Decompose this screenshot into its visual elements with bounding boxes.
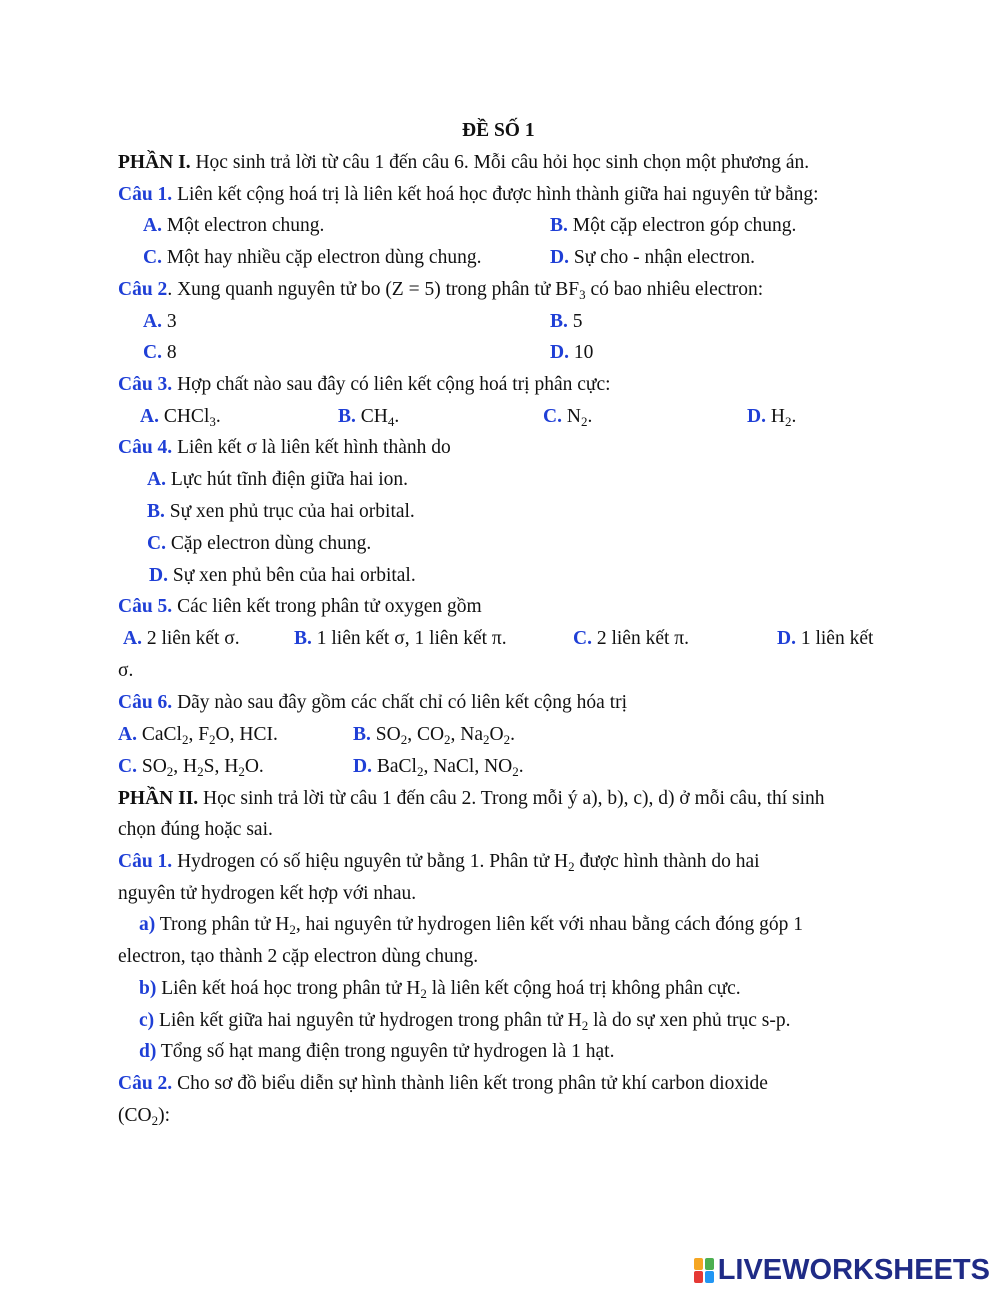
- option-text: Một hay nhiều cặp electron dùng chung.: [166, 247, 482, 268]
- statement-letter: b): [139, 978, 157, 999]
- formula: CH: [360, 406, 388, 427]
- q3-label: Câu 3.: [118, 374, 173, 395]
- part1-label: PHẦN I.: [118, 152, 191, 173]
- q6-stem: [118, 691, 627, 715]
- subscript: 2: [209, 732, 216, 747]
- subscript: 2: [420, 986, 427, 1001]
- formula: , F: [188, 724, 210, 745]
- q1-stem: [118, 183, 819, 207]
- option-letter: D.: [747, 406, 766, 427]
- formula: , H: [173, 756, 198, 777]
- q2-stem: [118, 278, 763, 302]
- option-text: 5: [572, 311, 583, 332]
- subscript: 2: [238, 764, 245, 779]
- q4-option-d[interactable]: [149, 564, 416, 588]
- p2q1-text-end: được hình thành do hai: [574, 851, 760, 872]
- q5-option-d-continued: σ.: [118, 660, 134, 681]
- statement-text: Liên kết giữa hai nguyên tử hydrogen trong phân tử H: [159, 1010, 582, 1031]
- p2q1-statement-d[interactable]: [139, 1040, 614, 1064]
- liveworksheets-mark-icon: [694, 1256, 716, 1284]
- q5-stem: [118, 595, 482, 619]
- formula: O.: [244, 756, 264, 777]
- p2q1-label: Câu 1.: [118, 851, 173, 872]
- option-letter: B.: [550, 311, 568, 332]
- formula: SO: [375, 724, 401, 745]
- liveworksheets-logo: [694, 1254, 990, 1286]
- option-text: Lực hút tĩnh điện giữa hai ion.: [170, 469, 409, 490]
- option-text: Sự xen phủ trục của hai orbital.: [169, 501, 415, 522]
- option-text: Một cặp electron góp chung.: [572, 215, 797, 236]
- q1-option-a[interactable]: [143, 214, 324, 238]
- page-title: ĐỀ SỐ 1: [462, 120, 535, 141]
- subscript: 2: [151, 1113, 159, 1128]
- subscript: 2: [289, 922, 296, 937]
- q3-stem: [118, 373, 611, 397]
- q3-text: Hợp chất nào sau đây có liên kết cộng hoá trị phân cực:: [177, 374, 611, 395]
- part1-instructions: [118, 151, 809, 175]
- p2q1-text: Hydrogen có số hiệu nguyên tử bằng 1. Phân tử H: [177, 851, 569, 872]
- statement-letter: a): [139, 914, 156, 935]
- punct: .: [791, 406, 797, 427]
- formula: (CO: [118, 1105, 152, 1126]
- subscript: 4: [387, 414, 395, 429]
- subscript: 2: [166, 764, 174, 779]
- statement-letter: d): [139, 1041, 157, 1062]
- subscript: 2: [197, 764, 204, 779]
- q4-stem: [118, 436, 451, 460]
- q3-option-b[interactable]: [338, 405, 399, 429]
- subscript: 2: [483, 732, 490, 747]
- option-letter: B.: [294, 628, 312, 649]
- part2-instructions-cont: chọn đúng hoặc sai.: [118, 819, 273, 840]
- subscript: 2: [580, 414, 588, 429]
- option-text: 3: [166, 311, 177, 332]
- option-text: Sự cho - nhận electron.: [573, 247, 755, 268]
- option-text: Một electron chung.: [166, 215, 325, 236]
- formula: CaCl: [141, 724, 182, 745]
- option-letter: C.: [118, 756, 137, 777]
- option-text: 1 liên kết σ, 1 liên kết π.: [316, 628, 507, 649]
- q5-option-b[interactable]: [294, 627, 507, 651]
- option-text: Sự xen phủ bên của hai orbital.: [172, 565, 416, 586]
- option-text: 8: [166, 342, 177, 363]
- punct: .: [510, 724, 516, 745]
- statement-letter: c): [139, 1010, 155, 1031]
- p2q1-statement-b[interactable]: [139, 977, 741, 1001]
- brand-name: LIVEWORKSHEETS: [717, 1253, 990, 1286]
- formula: , NaCl, NO: [423, 756, 513, 777]
- punct: .: [587, 406, 593, 427]
- option-letter: C.: [147, 533, 166, 554]
- p2q2-stem-cont: [118, 1104, 170, 1128]
- q6-text: Dãy nào sau đây gồm các chất chỉ có liên kết cộng hóa trị: [177, 692, 628, 713]
- statement-text: là liên kết cộng hoá trị không phân cực.: [426, 978, 741, 999]
- q5-text: Các liên kết trong phân tử oxygen gồm: [177, 596, 482, 617]
- option-letter: A.: [147, 469, 166, 490]
- q2-text: . Xung quanh nguyên tử bo (Z = 5) trong phân tử BF: [167, 279, 580, 300]
- formula: CHCl: [163, 406, 210, 427]
- q1-option-b[interactable]: [550, 214, 796, 238]
- p2q2-label: Câu 2.: [118, 1073, 173, 1094]
- q1-label: Câu 1.: [118, 184, 173, 205]
- statement-text: , hai nguyên tử hydrogen liên kết với nhau bằng cách đóng góp 1: [295, 914, 804, 935]
- statement-text: Tổng số hạt mang điện trong nguyên tử hydrogen là 1 hạt.: [160, 1041, 615, 1062]
- option-letter: D.: [777, 628, 796, 649]
- subscript: 2: [400, 732, 408, 747]
- q4-text: Liên kết σ là liên kết hình thành do: [177, 437, 451, 458]
- option-letter: A.: [140, 406, 159, 427]
- q2-option-b[interactable]: [550, 310, 583, 334]
- q6-option-a[interactable]: [118, 723, 278, 747]
- formula: N: [566, 406, 581, 427]
- q2-option-d[interactable]: [550, 341, 593, 365]
- option-text: Cặp electron dùng chung.: [170, 533, 372, 554]
- option-letter: C.: [143, 247, 162, 268]
- part2-label: PHẦN II.: [118, 788, 199, 809]
- q3-option-a[interactable]: [140, 405, 221, 429]
- punct: .: [215, 406, 221, 427]
- subscript: 2: [416, 764, 424, 779]
- q6-option-b[interactable]: [353, 723, 515, 747]
- q2-option-c[interactable]: [143, 341, 177, 365]
- p2q1-statement-c[interactable]: [139, 1009, 791, 1033]
- formula: BaCl: [376, 756, 417, 777]
- q5-option-a[interactable]: [123, 627, 240, 651]
- q3-option-c[interactable]: [543, 405, 592, 429]
- option-letter: C.: [543, 406, 562, 427]
- subscript: 2: [568, 859, 575, 874]
- option-letter: A.: [123, 628, 142, 649]
- option-letter: A.: [118, 724, 137, 745]
- statement-text: Trong phân tử H: [159, 914, 290, 935]
- subscript: 2: [181, 732, 189, 747]
- q5-option-d[interactable]: [777, 627, 873, 651]
- q1-option-d[interactable]: [550, 246, 755, 270]
- q6-option-c[interactable]: [118, 755, 264, 779]
- part2-instructions: [118, 787, 825, 811]
- option-letter: D.: [149, 565, 168, 586]
- option-letter: C.: [573, 628, 592, 649]
- formula: ):: [158, 1105, 171, 1126]
- q3-option-d[interactable]: [747, 405, 796, 429]
- p2q2-stem: [118, 1072, 768, 1096]
- option-letter: B.: [338, 406, 356, 427]
- q4-option-b[interactable]: [147, 500, 415, 524]
- q5-option-c[interactable]: [573, 627, 689, 651]
- q1-text: Liên kết cộng hoá trị là liên kết hoá học được hình thành giữa hai nguyên tử bằng:: [177, 184, 819, 205]
- option-letter: A.: [143, 215, 162, 236]
- formula: H: [770, 406, 785, 427]
- p2q1-statement-a-cont: electron, tạo thành 2 cặp electron dùng chung.: [118, 946, 479, 967]
- subscript: 3: [579, 287, 586, 302]
- p2q1-stem-cont: nguyên tử hydrogen kết hợp với nhau.: [118, 883, 417, 904]
- q6-option-d[interactable]: [353, 755, 524, 779]
- formula: O: [489, 724, 504, 745]
- q2-label: Câu 2: [118, 279, 168, 300]
- part2-text: Học sinh trả lời từ câu 1 đến câu 2. Trong mỗi ý a), b), c), d) ở mỗi câu, thí sinh: [203, 788, 825, 809]
- option-letter: D.: [550, 247, 569, 268]
- subscript: 2: [503, 732, 511, 747]
- punct: .: [518, 756, 524, 777]
- q2-option-a[interactable]: [143, 310, 177, 334]
- p2q2-text: Cho sơ đồ biểu diễn sự hình thành liên kết trong phân tử khí carbon dioxide: [177, 1073, 768, 1094]
- option-letter: A.: [143, 311, 162, 332]
- option-letter: B.: [353, 724, 371, 745]
- p2q1-statement-a[interactable]: [139, 913, 803, 937]
- punct: .: [394, 406, 400, 427]
- formula: , Na: [450, 724, 484, 745]
- option-text: 2 liên kết π.: [596, 628, 690, 649]
- subscript: 3: [209, 414, 216, 429]
- statement-text: là do sự xen phủ trục s-p.: [588, 1010, 791, 1031]
- subscript: 2: [581, 1018, 589, 1033]
- q5-label: Câu 5.: [118, 596, 173, 617]
- formula: SO: [141, 756, 167, 777]
- option-letter: D.: [353, 756, 372, 777]
- p2q1-stem: [118, 850, 760, 874]
- option-letter: B.: [550, 215, 568, 236]
- formula: S, H: [203, 756, 239, 777]
- q6-label: Câu 6.: [118, 692, 173, 713]
- option-text: 10: [573, 342, 594, 363]
- option-text: 1 liên kết: [800, 628, 874, 649]
- option-letter: C.: [143, 342, 162, 363]
- q2-text-end: có bao nhiêu electron:: [585, 279, 764, 300]
- q4-option-a[interactable]: [147, 468, 408, 492]
- option-letter: B.: [147, 501, 165, 522]
- part1-text: Học sinh trả lời từ câu 1 đến câu 6. Mỗi câu hỏi học sinh chọn một phương án.: [195, 152, 810, 173]
- q4-label: Câu 4.: [118, 437, 173, 458]
- formula: O, HCI.: [215, 724, 278, 745]
- subscript: 2: [444, 732, 451, 747]
- q1-option-c[interactable]: [143, 246, 481, 270]
- option-letter: D.: [550, 342, 569, 363]
- subscript: 2: [512, 764, 519, 779]
- formula: , CO: [407, 724, 445, 745]
- subscript: 2: [784, 414, 792, 429]
- option-text: 2 liên kết σ.: [146, 628, 240, 649]
- statement-text: Liên kết hoá học trong phân tử H: [161, 978, 421, 999]
- q4-option-c[interactable]: [147, 532, 371, 556]
